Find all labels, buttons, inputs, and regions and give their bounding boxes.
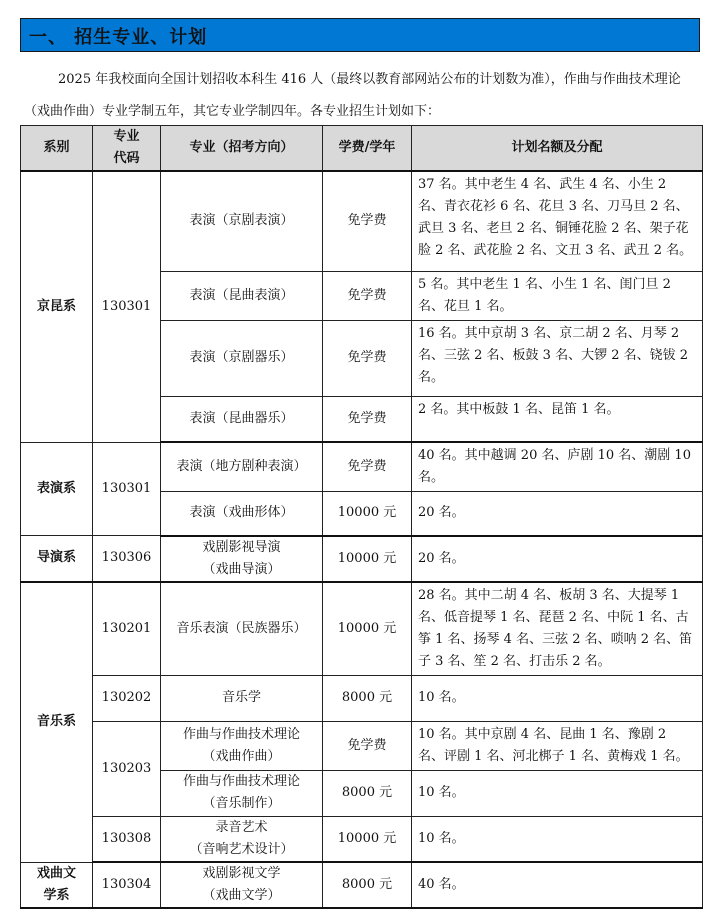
major-cell: 表演（昆曲器乐）	[161, 396, 323, 442]
major-line1: 戏剧影视导演	[202, 539, 281, 555]
plan-cell: 10 名。	[412, 675, 703, 721]
fee-cell: 10000 元	[323, 492, 412, 536]
dept-line1: 戏曲文	[36, 865, 76, 881]
plan-cell: 10 名。其中京剧 4 名、昆曲 1 名、豫剧 2 名、评剧 1 名、河北梆子 1 名、黄梅戏 1 名。	[412, 721, 703, 770]
header-code	[93, 126, 161, 172]
table-row	[21, 721, 703, 770]
code-cell: 130301	[93, 171, 161, 442]
code-cell: 130202	[93, 675, 161, 721]
header-code-line2: 代码	[113, 151, 140, 166]
plan-cell: 10 名。	[412, 770, 703, 816]
table-row	[21, 171, 703, 271]
code-cell: 130304	[93, 862, 161, 908]
code-cell: 130301	[93, 442, 161, 536]
major-line1: 作曲与作曲技术理论	[182, 726, 300, 742]
major-cell: 表演（戏曲形体）	[161, 492, 323, 536]
code-cell: 130201	[93, 582, 161, 676]
fee-cell: 10000 元	[323, 582, 412, 676]
plan-cell: 2 名。其中板鼓 1 名、昆笛 1 名。	[412, 396, 703, 442]
table-row	[21, 675, 703, 721]
dept-line2: 学系	[43, 887, 70, 903]
dept-cell: 导演系	[21, 536, 93, 582]
major-cell: 音乐表演（民族器乐）	[161, 582, 323, 676]
major-cell	[161, 862, 323, 908]
fee-cell: 免学费	[323, 721, 412, 770]
table-row	[21, 536, 703, 582]
plan-cell: 40 名。其中越调 20 名、庐剧 10 名、潮剧 10 名。	[412, 442, 703, 492]
header-major: 专业（招考方向）	[161, 126, 323, 172]
header-dept: 系别	[21, 126, 93, 172]
dept-cell: 表演系	[21, 442, 93, 536]
major-cell: 表演（地方剧种表演）	[161, 442, 323, 492]
plan-cell: 40 名。	[412, 862, 703, 908]
dept-cell	[21, 862, 93, 908]
plan-cell: 5 名。其中老生 1 名、小生 1 名、闺门旦 2 名、花旦 1 名。	[412, 271, 703, 320]
fee-cell: 8000 元	[323, 770, 412, 816]
enrollment-plan-table	[20, 125, 703, 909]
major-cell	[161, 770, 323, 816]
major-line1: 录音艺术	[215, 819, 268, 835]
fee-cell: 8000 元	[323, 862, 412, 908]
table-row	[21, 582, 703, 676]
major-line2: （音响艺术设计）	[189, 841, 294, 857]
major-line1: 作曲与作曲技术理论	[182, 774, 300, 789]
fee-cell: 10000 元	[323, 536, 412, 582]
intro-paragraph: 2025 年我校面向全国计划招收本科生 416 人（最终以教育部网站公布的计划数为准），作曲与作曲技术理论（戏曲作曲）专业学制五年，其它专业学制四年。各专业招生计划如下：	[24, 72, 681, 119]
fee-cell: 免学费	[323, 271, 412, 320]
table-row	[21, 862, 703, 908]
major-cell	[161, 816, 323, 862]
major-line2: （戏曲导演）	[202, 561, 281, 577]
code-cell: 130308	[93, 816, 161, 862]
fee-cell: 10000 元	[323, 816, 412, 862]
dept-cell: 京昆系	[21, 171, 93, 442]
table-header-row	[21, 126, 703, 172]
header-fee: 学费/学年	[323, 126, 412, 172]
code-cell: 130203	[93, 721, 161, 816]
fee-cell: 8000 元	[323, 675, 412, 721]
fee-cell: 免学费	[323, 442, 412, 492]
plan-cell: 28 名。其中二胡 4 名、板胡 3 名、大提琴 1 名、低音提琴 1 名、琵琶 2 名、中阮 1 名、古筝 1 名、扬琴 4 名、三弦 2 名、唢呐 2 名、笛子 3 名、笙 2 名、打击乐 2 名。	[412, 582, 703, 676]
dept-cell: 音乐系	[21, 582, 93, 863]
plan-cell: 37 名。其中老生 4 名、武生 4 名、小生 2 名、青衣花衫 6 名、花旦 3 名、刀马旦 2 名、武旦 3 名、老旦 2 名、铜锤花脸 2 名、架子花脸 2 名、武花脸 2 名、文丑 3 名、武丑 2 名。	[412, 171, 703, 271]
section-header	[20, 18, 700, 52]
section-title: 一、 招生专业、计划	[29, 27, 208, 48]
major-line2: （音乐制作）	[202, 796, 281, 811]
table-row	[21, 442, 703, 492]
plan-cell: 20 名。	[412, 492, 703, 536]
plan-cell: 16 名。其中京胡 3 名、京二胡 2 名、月琴 2 名、三弦 2 名、板鼓 3 名、大锣 2 名、铙钹 2 名。	[412, 320, 703, 396]
plan-cell: 10 名。	[412, 816, 703, 862]
table-row	[21, 816, 703, 862]
major-line1: 戏剧影视文学	[202, 866, 281, 881]
major-line2: （戏曲文学）	[202, 888, 281, 903]
plan-cell: 20 名。	[412, 536, 703, 582]
header-code-line1: 专业	[113, 129, 140, 144]
fee-cell: 免学费	[323, 171, 412, 271]
major-cell: 表演（昆曲表演）	[161, 271, 323, 320]
code-cell: 130306	[93, 536, 161, 582]
fee-cell: 免学费	[323, 320, 412, 396]
major-line2: （戏曲作曲）	[202, 748, 281, 764]
major-cell: 表演（京剧器乐）	[161, 320, 323, 396]
fee-cell: 免学费	[323, 396, 412, 442]
major-cell: 表演（京剧表演）	[161, 171, 323, 271]
header-plan: 计划名额及分配	[412, 126, 703, 172]
major-cell	[161, 721, 323, 770]
major-cell: 音乐学	[161, 675, 323, 721]
major-cell	[161, 536, 323, 582]
